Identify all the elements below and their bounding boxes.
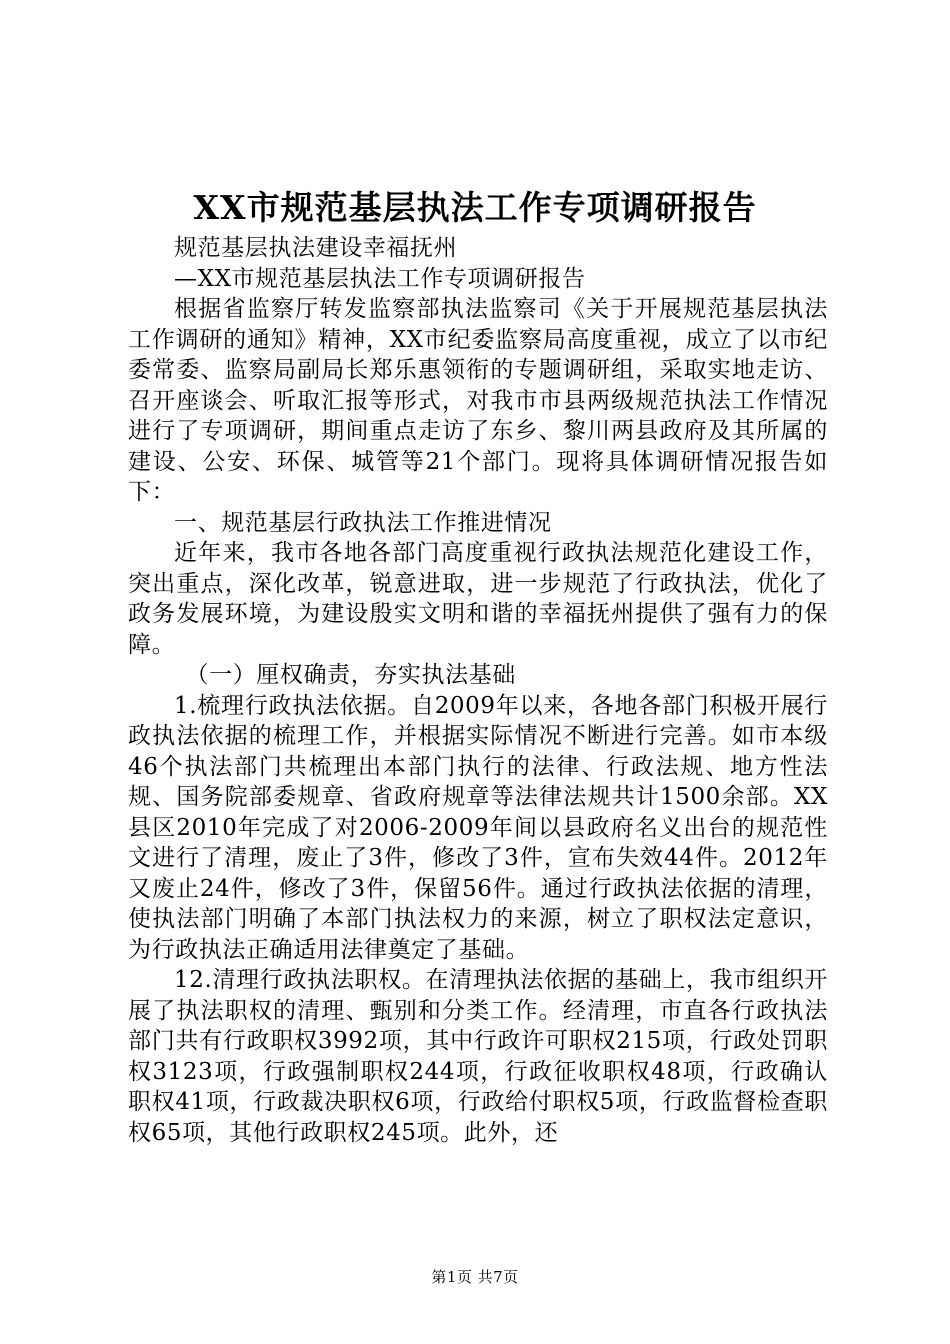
document-body: [128, 233, 828, 1148]
page-footer: 第1页 共7页: [431, 1268, 519, 1286]
body-paragraph: 根据省监察厅转发监察部执法监察司《关于开展规范基层执法工作调研的通知》精神，XX市纪委监察局高度重视，成立了以市纪委常委、监察局副局长郑乐惠领衔的专题调研组，采取实地走访、召开座谈会、听取汇报等形式，对我市市县两级规范执法工作情况进行了专项调研，期间重点走访了东乡、黎川两县政府及其所属的建设、公安、环保、城管等21个部门。现将具体调研情况报告如下：: [128, 296, 828, 505]
section-heading: 一、规范基层行政执法工作推进情况: [174, 509, 552, 536]
subsection-heading: （一）厘权确责，夯实执法基础: [185, 662, 516, 688]
body-paragraph: 12.清理行政执法职权。在清理执法依据的基础上，我市组织开展了执法职权的清理、甄别和分类工作。经清理，市直各行政执法部门共有行政职权3992项，其中行政许可职权215项，行政处罚职权3123项，行政强制职权244项，行政征收职权48项，行政确认职权41项，行政裁决职权6项，行政给付职权5项，行政监督检查职权65项，其他行政职权245项。此外，还: [128, 967, 828, 1146]
document-title: XX市规范基层执法工作专项调研报告: [193, 188, 757, 227]
body-paragraph: 近年来，我市各地各部门高度重视行政执法规范化建设工作，突出重点，深化改革，锐意进取，进一步规范了行政执法，优化了政务发展环境，为建设殷实文明和谐的幸福抚州提供了强有力的保障。: [128, 540, 828, 658]
body-paragraph: 1.梳理行政执法依据。自2009年以来，各地各部门积极开展行政执法依据的梳理工作，并根据实际情况不断进行完善。如市本级46个执法部门共梳理出本部门执行的法律、行政法规、地方性法规、国务院部委规章、省政府规章等法律法规共计1500余部。XX县区2010年完成了对2006-2009年间以县政府名义出台的规范性文进行了清理，废止了3件，修改了3件，宣布失效44件。2012年又废止24件，修改了3件，保留56件。通过行政执法依据的清理，使执法部门明确了本部门执法权力的来源，树立了职权法定意识，为行政执法正确适用法律奠定了基础。: [128, 692, 828, 963]
subtitle-line: —XX市规范基层执法工作专项调研报告: [174, 265, 586, 292]
subtitle-line: 规范基层执法建设幸福抚州: [174, 235, 458, 261]
